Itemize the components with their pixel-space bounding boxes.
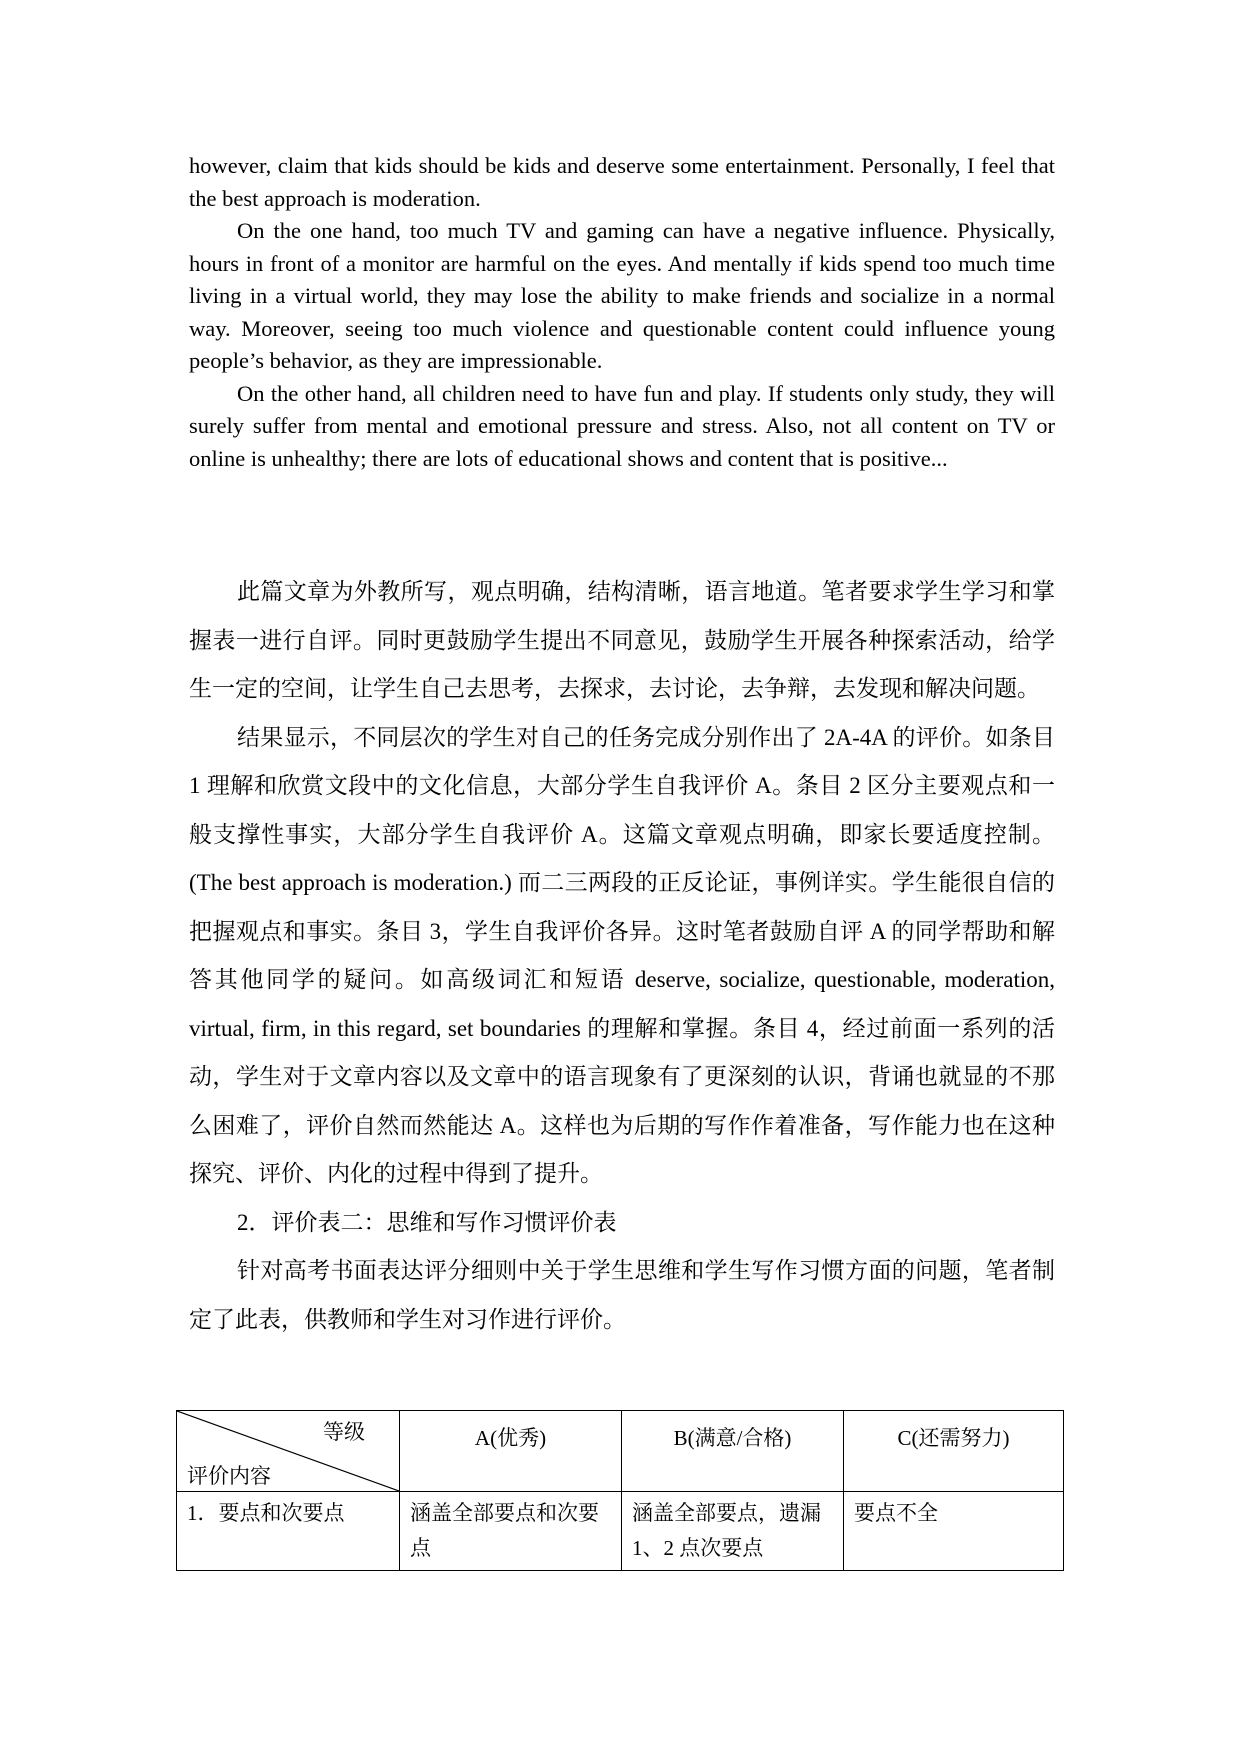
column-header-c: C(还需努力) [844,1411,1064,1492]
evaluation-table [176,1410,1064,1571]
commentary-text [189,568,1055,1344]
column-header-b: B(满意/合格) [622,1411,844,1492]
section-heading: 2．评价表二：思维和写作习惯评价表 [237,1209,617,1235]
grade-label: 等级 [323,1420,365,1444]
essay-paragraph: however, claim that kids should be kids and deserve some entertainment. Personally, I feel that the best approach is moderation. [189,153,1055,211]
criteria-cell: 1．要点和次要点 [177,1492,400,1571]
grade-b-cell: 涵盖全部要点，遗漏 1、2 点次要点 [622,1492,844,1571]
column-header-a: A(优秀) [400,1411,622,1492]
grade-c-cell: 要点不全 [844,1492,1064,1571]
essay-paragraph: On the other hand, all children need to have fun and play. If students only study, they will surely suffer from mental and emotional pressure and stress. Also, not all content on TV or online is unhealthy; there are lots of educational shows and content that is positive... [189,380,1055,471]
essay-paragraph: On the one hand, too much TV and gaming can have a negative influence. Physically, hours in front of a monitor are harmful on the eyes. And mentally if kids spend too much time living in a virtual world, they may lose the ability to make friends and socialize in a normal way. Moreover, seeing too much violence and questionable content could influence young people’s behavior, as they are impressionable. [189,218,1055,373]
table-row [177,1492,1064,1571]
english-essay-excerpt [189,150,1055,475]
criteria-label: 评价内容 [187,1464,271,1488]
table-header-row [177,1411,1064,1492]
body-paragraph: 此篇文章为外教所写，观点明确，结构清晰，语言地道。笔者要求学生学习和掌握表一进行自评。同时更鼓励学生提出不同意见，鼓励学生开展各种探索活动，给学生一定的空间，让学生自己去思考，去探求，去讨论，去争辩，去发现和解决问题。 [189,579,1055,701]
body-paragraph: 结果显示，不同层次的学生对自己的任务完成分别作出了 2A-4A 的评价。如条目 1 理解和欣赏文段中的文化信息，大部分学生自我评价 A。条目 2 区分主要观点和一般支撑性事实，大部分学生自我评价 A。这篇文章观点明确，即家长要适度控制。(The best approach is moderation.) 而二三两段的正反论证，事例详实。学生能很自信的把握观点和事实。条目 3，学生自我评价各异。这时笔者鼓励自评 A 的同学帮助和解答其他同学的疑问。如高级词汇和短语 deserve, socialize, questionable, moderation, virtual, firm, in this regard, set boundaries 的理解和掌握。条目 4，经过前面一系列的活动，学生对于文章内容以及文章中的语言现象有了更深刻的认识，背诵也就显的不那么困难了，评价自然而然能达 A。这样也为后期的写作作着准备，写作能力也在这种探究、评价、内化的过程中得到了提升。 [189,724,1055,1186]
body-paragraph: 针对高考书面表达评分细则中关于学生思维和学生写作习惯方面的问题，笔者制定了此表，供教师和学生对习作进行评价。 [189,1258,1055,1332]
diagonal-header-cell [177,1411,400,1492]
grade-a-cell: 涵盖全部要点和次要点 [400,1492,622,1571]
